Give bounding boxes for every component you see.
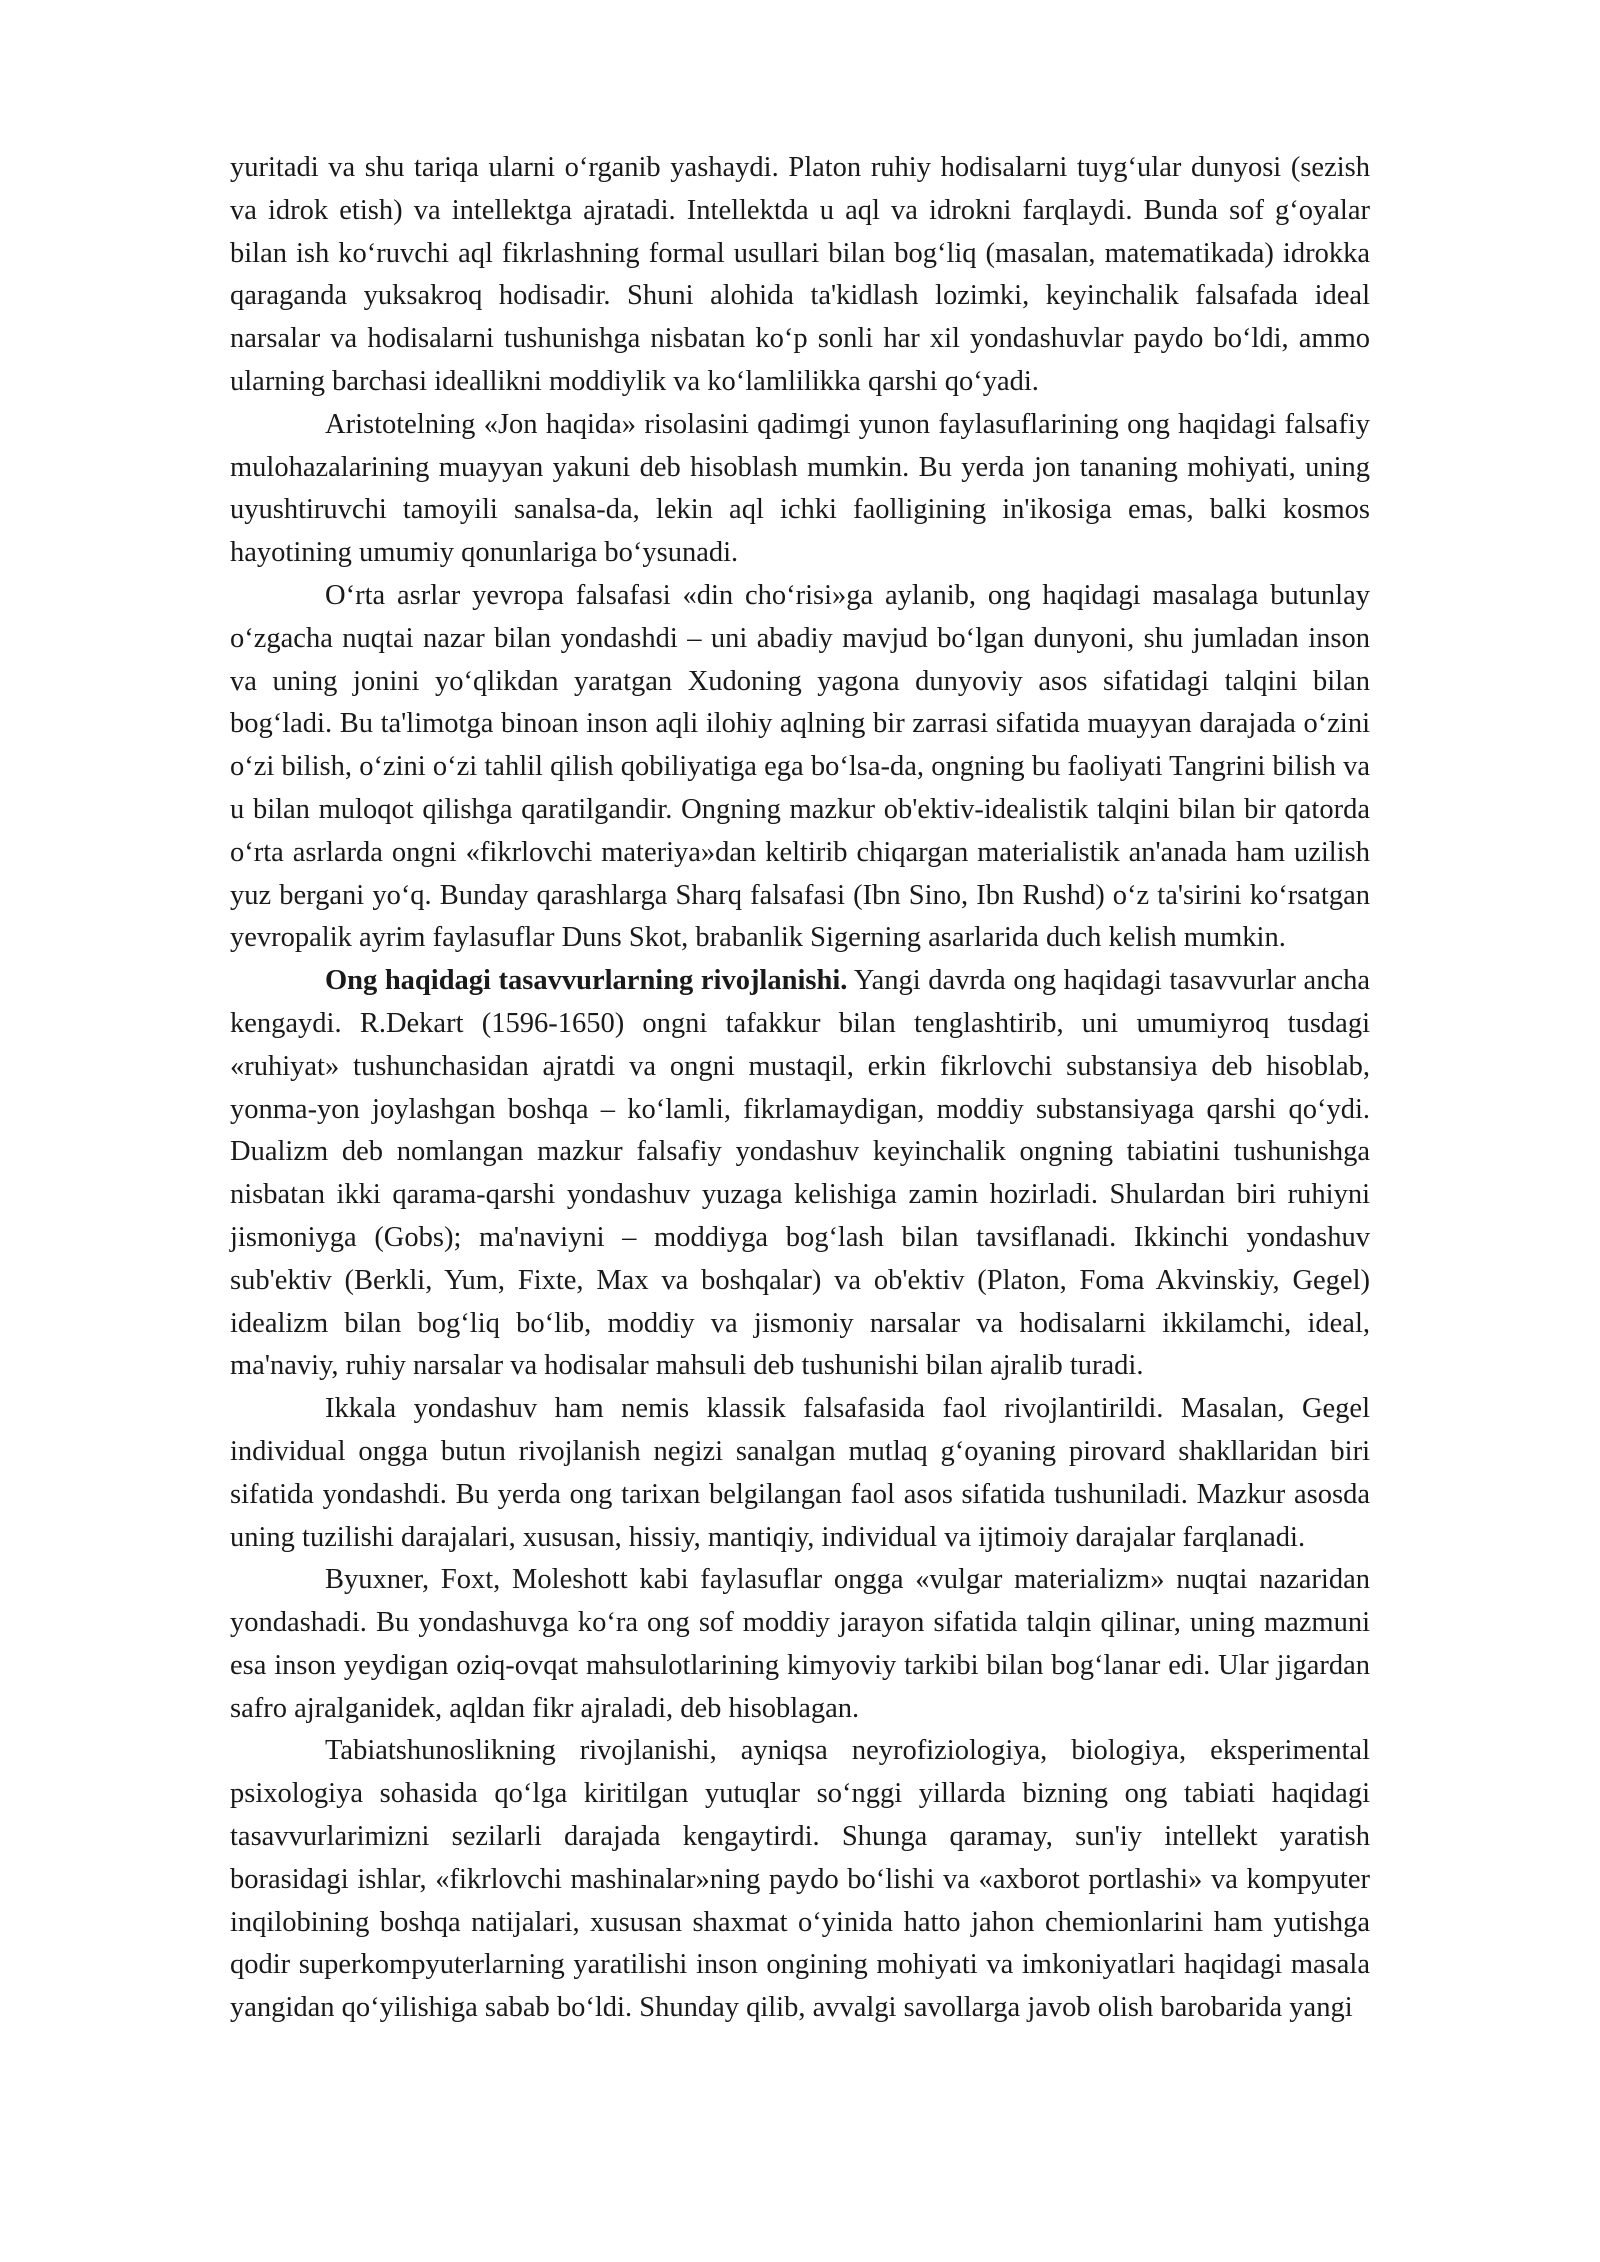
paragraph-vulgar-materialism: Byuxner, Foxt, Moleshott kabi faylasuflar ongga «vulgar materializm» nuqtai nazaridan yondashadi. Bu yondashuvga ko‘ra ong sof moddiy jarayon sifatida talqin qilinar, uning mazmuni esa inson yeydigan oziq-ovqat mahsulotlarining kimyoviy tarkibi bilan bog‘lanar edi. Ular jigardan safro ajralganidek, aqldan fikr ajraladi, deb hisoblagan. [230,1564,1370,1724]
paragraph-aristotle: Aristotelning «Jon haqida» risolasini qadimgi yunon faylasuflarining ong haqidagi falsafiy mulohazalarining muayyan yakuni deb hisoblash mumkin. Bu yerda jon tananing mohiyati, uning uyushtiruvchi tamoyili sanalsa-da, lekin aql ichki faolligining in'ikosiga emas, balki kosmos hayotining umumiy qonunlariga bo‘ysunadi. [230,408,1370,569]
paragraph-natural-science: Tabiatshunoslikning rivojlanishi, ayniqsa neyrofiziologiya, biologiya, eksperimental psixologiya sohasida qo‘lga kiritilgan yutuqlar so‘nggi yillarda bizning ong tabiati haqidagi tasavvurlarimizni sezilarli darajada kengaytirdi. Shunga qaramay, sun'iy intellekt yaratish borasidagi ishlar, «fikrlovchi mashinalar»ning paydo bo‘lishi va «axborot portlashi» va kompyuter inqilobining boshqa natijalari, xususan shaxmat o‘yinida hatto jahon chemionlarini ham yutishga qodir superkompyuterlarning yaratilishi inson ongining mohiyati va imkoniyatlari haqidagi masala yangidan qo‘yilishiga sabab bo‘ldi. Shunday qilib, avvalgi savollarga javob olish barobarida yangi [230,1735,1370,2024]
document-page [230,147,1370,2030]
paragraph-continuation: yuritadi va shu tariqa ularni o‘rganib yashaydi. Platon ruhiy hodisalarni tuyg‘ular dunyosi (sezish va idrok etish) va intellektga ajratadi. Intellektda u aql va idrokni farqlaydi. Bunda sof g‘oyalar bilan ish ko‘ruvchi aql fikrlashning formal usullari bilan bog‘liq (masalan, matematikada) idrokka qaraganda yuksakroq hodisadir. Shuni alohida ta'kidlash lozimki, keyinchalik falsafada ideal narsalar va hodisalarni tushunishga nisbatan ko‘p sonli har xil yondashuvlar paydo bo‘ldi, ammo ularning barchasi ideallikni moddiylik va ko‘lamlilikka qarshi qo‘yadi. [230,152,1370,397]
paragraph-middle-ages: O‘rta asrlar yevropa falsafasi «din cho‘risi»ga aylanib, ong haqidagi masalaga butunlay o‘zgacha nuqtai nazar bilan yondashdi – uni abadiy mavjud bo‘lgan dunyoni, shu jumladan inson va uning jonini yo‘qlikdan yaratgan Xudoning yagona dunyoviy asos sifatidagi talqini bilan bog‘ladi. Bu ta'limotga binoan inson aqli ilohiy aqlning bir zarrasi sifatida muayyan darajada o‘zini o‘zi bilish, o‘zini o‘zi tahlil qilish qobiliyatiga ega bo‘lsa-da, ongning bu faoliyati Tangrini bilish va u bilan muloqot qilishga qaratilgandir. Ongning mazkur ob'ektiv-idealistik talqini bilan bir qatorda o‘rta asrlarda ongni «fikrlovchi materiya»dan keltirib chiqargan materialistik an'anada ham uzilish yuz bergani yo‘q. Bunday qarashlarga Sharq falsafasi (Ibn Sino, Ibn Rushd) o‘z ta'sirini ko‘rsatgan yevropalik ayrim faylasuflar Duns Skot, brabanlik Sigerning asarlarida duch kelish mumkin. [230,579,1370,954]
paragraph-body: Yangi davrda ong haqidagi tasavvurlar ancha kengaydi. R.Dekart (1596-1650) ongni tafakkur bilan tenglashtirib, uni umumiyroq tusdagi «ruhiyat» tushunchasidan ajratdi va ongni mustaqil, erkin fikrlovchi substansiya deb hisoblab, yonma-yon joylashgan boshqa – ko‘lamli, fikrlamaydigan, moddiy substansiyaga qarshi qo‘ydi. Dualizm deb nomlangan mazkur falsafiy yondashuv keyinchalik ongning tabiatini tushunishga nisbatan ikki qarama-qarshi yondashuv yuzaga kelishiga zamin hozirladi. Shulardan biri ruhiyni jismoniyga (Gobs); ma'naviyni – moddiyga bog‘lash bilan tavsiflanadi. Ikkinchi yondashuv sub'ektiv (Berkli, Yum, Fixte, Max va boshqalar) va ob'ektiv (Platon, Foma Akvinskiy, Gegel) idealizm bilan bog‘liq bo‘lib, moddiy va jismoniy narsalar va hodisalarni ikkilamchi, ideal, ma'naviy, ruhiy narsalar va hodisalar mahsuli deb tushunishi bilan ajralib turadi. [230,965,1370,1382]
section-heading: Ong haqidagi tasavvurlarning rivojlanishi. [325,965,848,997]
paragraph-german-classical: Ikkala yondashuv ham nemis klassik falsafasida faol rivojlantirildi. Masalan, Gegel individual ongga butun rivojlanish negizi sanalgan mutlaq g‘oyaning pirovard shakllaridan biri sifatida yondashdi. Bu yerda ong tarixan belgilangan faol asos sifatida tushuniladi. Mazkur asosda uning tuzilishi darajalari, xususan, hissiy, mantiqiy, individual va ijtimoiy darajalar farqlanadi. [230,1393,1370,1553]
paragraph-consciousness-development [230,960,1370,1388]
